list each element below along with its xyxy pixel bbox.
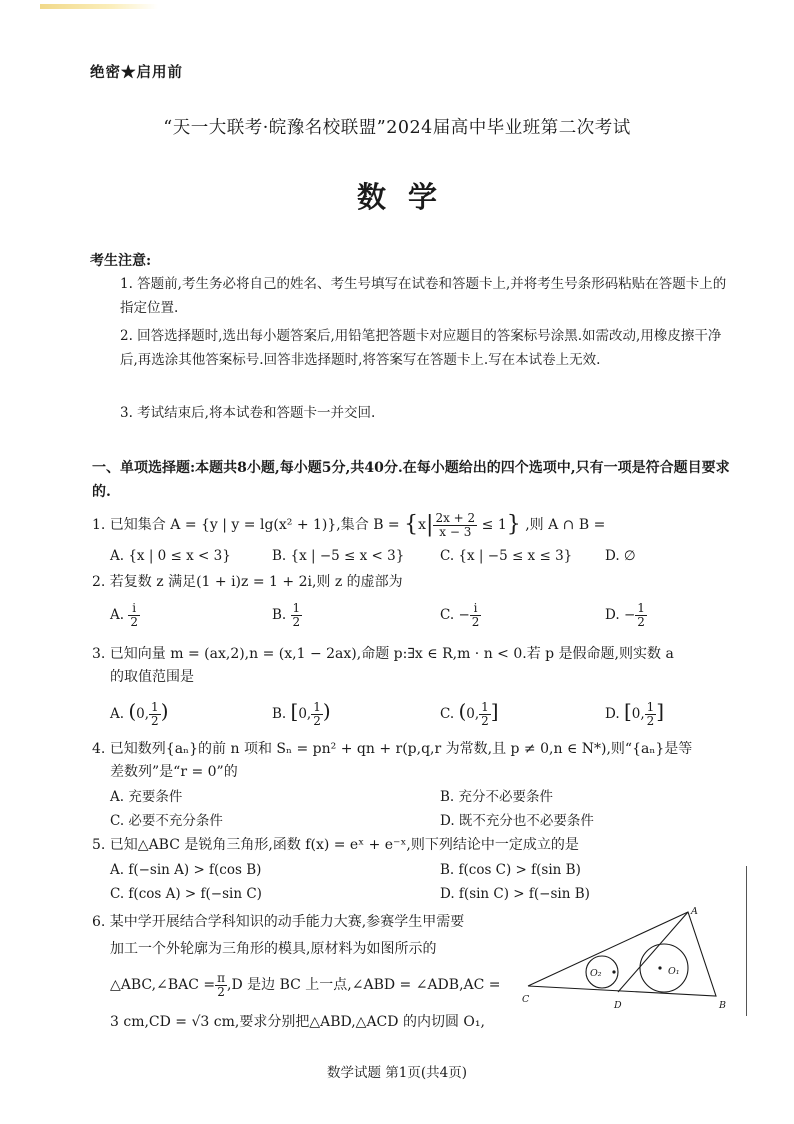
- question-5-option-c: C. f(cos A) > f(−sin C): [110, 886, 262, 902]
- question-6-line1: 6. 某中学开展结合学科知识的动手能力大赛,参赛学生甲需要: [92, 914, 465, 930]
- exam-title: “天一大联考·皖豫名校联盟”2024届高中毕业班第二次考试: [163, 118, 631, 138]
- question-2-option-d: D. − $\frac{1}{2}$: [605, 601, 645, 629]
- question-1-stem: 1. 已知集合 A = {y | y = lg(x² + 1)},集合 B = {x| $\frac{2x + 2}{x - 3}$ ≤ 1} ,则 A ∩ B =: [92, 510, 606, 539]
- question-6-line3: △ABC,∠BAC = $\frac{\pi}{2}$ ,D 是边 BC 上一点,∠ABD = ∠ADB,AC =: [110, 970, 501, 999]
- label-b: B: [719, 1000, 726, 1011]
- page-footer: 数学试题 第1页(共4页): [326, 1065, 467, 1081]
- triangle-outline: [528, 912, 716, 996]
- scan-margin-line: [746, 866, 747, 1016]
- question-5-option-d: D. f(sin C) > f(−sin B): [440, 886, 590, 902]
- label-c: C: [522, 994, 530, 1005]
- notice-item: 3. 考试结束后,将本试卷和答题卡一并交回.: [120, 405, 376, 421]
- notice-item: 1. 答题前,考生务必将自己的姓名、考生号填写在试卷和答题卡上,并将考生号条形码粘贴在答题卡上的指定位置.: [120, 276, 727, 316]
- question-2-option-b: B. $\frac{1}{2}$: [272, 601, 301, 629]
- question-4-option-d: D. 既不充分也不必要条件: [440, 813, 594, 829]
- question-1-option-d: D. ∅: [605, 548, 636, 564]
- label-o2: O₂: [590, 968, 602, 979]
- subject-title: 数学: [356, 180, 459, 214]
- question-5-option-b: B. f(cos C) > f(sin B): [440, 862, 581, 878]
- triangle-incircle-figure: [518, 904, 738, 1016]
- question-1-fraction: $\frac{2x + 2}{x - 3}$: [435, 510, 476, 539]
- question-4-option-c: C. 必要不充分条件: [110, 813, 223, 829]
- question-4-stem-line1: 4. 已知数列{aₙ}的前 n 项和 Sₙ = pn² + qn + r(p,q,r 为常数,且 p ≠ 0,n ∈ N*),则“{aₙ}是等: [92, 741, 693, 757]
- question-1-set-cond: ≤ 1: [481, 517, 507, 533]
- question-2-option-a: A. $\frac{i}{2}$: [110, 601, 138, 629]
- question-3-option-b: B. [0, $\frac{1}{2}$ ): [272, 699, 331, 728]
- question-5-stem: 5. 已知△ABC 是锐角三角形,函数 f(x) = eˣ + e⁻ˣ,则下列结论中一定成立的是: [92, 837, 579, 853]
- label-d: D: [614, 1000, 622, 1011]
- question-3-option-c: C. (0, $\frac{1}{2}$ ]: [440, 699, 499, 728]
- label-a: A: [691, 906, 698, 917]
- question-1-option-a: A. {x | 0 ≤ x < 3}: [110, 548, 231, 564]
- notice-title: 考生注意:: [90, 253, 152, 269]
- question-5-option-a: A. f(−sin A) > f(cos B): [110, 862, 262, 878]
- scan-edge-strip: [40, 4, 158, 9]
- question-3-stem-line1: 3. 已知向量 m = (ax,2),n = (x,1 − 2ax),命题 p:∃x ∈ R,m · n < 0.若 p 是假命题,则实数 a: [92, 646, 674, 662]
- question-3-option-a: A. (0, $\frac{1}{2}$ ): [110, 699, 169, 728]
- incircle-o1: [640, 944, 688, 992]
- question-1-option-c: C. {x | −5 ≤ x ≤ 3}: [440, 548, 573, 564]
- question-1-stem-a: 1. 已知集合 A = {y | y = lg(x² + 1)},集合 B =: [92, 517, 400, 533]
- label-o1: O₁: [668, 966, 680, 977]
- question-2-option-c: C. − $\frac{i}{2}$: [440, 601, 480, 629]
- question-1-set-var: x: [418, 517, 427, 533]
- question-3-stem-line2: 的取值范围是: [110, 669, 194, 685]
- question-1-stem-b: ,则 A ∩ B =: [525, 517, 606, 533]
- question-2-stem: 2. 若复数 z 满足(1 + i)z = 1 + 2i,则 z 的虚部为: [92, 574, 403, 590]
- question-3-option-d: D. [0, $\frac{1}{2}$ ]: [605, 699, 665, 728]
- confidential-mark: 绝密★启用前: [90, 64, 183, 81]
- question-6-line4: 3 cm,CD = √3 cm,要求分别把△ABD,△ACD 的内切圆 O₁,: [110, 1014, 485, 1030]
- notice-item: 2. 回答选择题时,选出每小题答案后,用铅笔把答题卡对应题目的答案标号涂黑.如需改动,用橡皮擦干净后,再选涂其他答案标号.回答非选择题时,将答案写在答题卡上.写在本试卷上无效.: [120, 328, 722, 368]
- question-4-stem-line2: 差数列”是“r = 0”的: [110, 764, 238, 780]
- question-4-option-b: B. 充分不必要条件: [440, 789, 554, 805]
- question-1-option-b: B. {x | −5 ≤ x < 3}: [272, 548, 405, 564]
- question-4-option-a: A. 充要条件: [110, 789, 183, 805]
- section-heading: 一、单项选择题:本题共8小题,每小题5分,共40分.在每小题给出的四个选项中,只有一项是符合题目要求的.: [92, 460, 730, 500]
- question-6-line2: 加工一个外轮廓为三角形的模具,原材料为如图所示的: [110, 941, 437, 957]
- segment-ad: [618, 912, 688, 992]
